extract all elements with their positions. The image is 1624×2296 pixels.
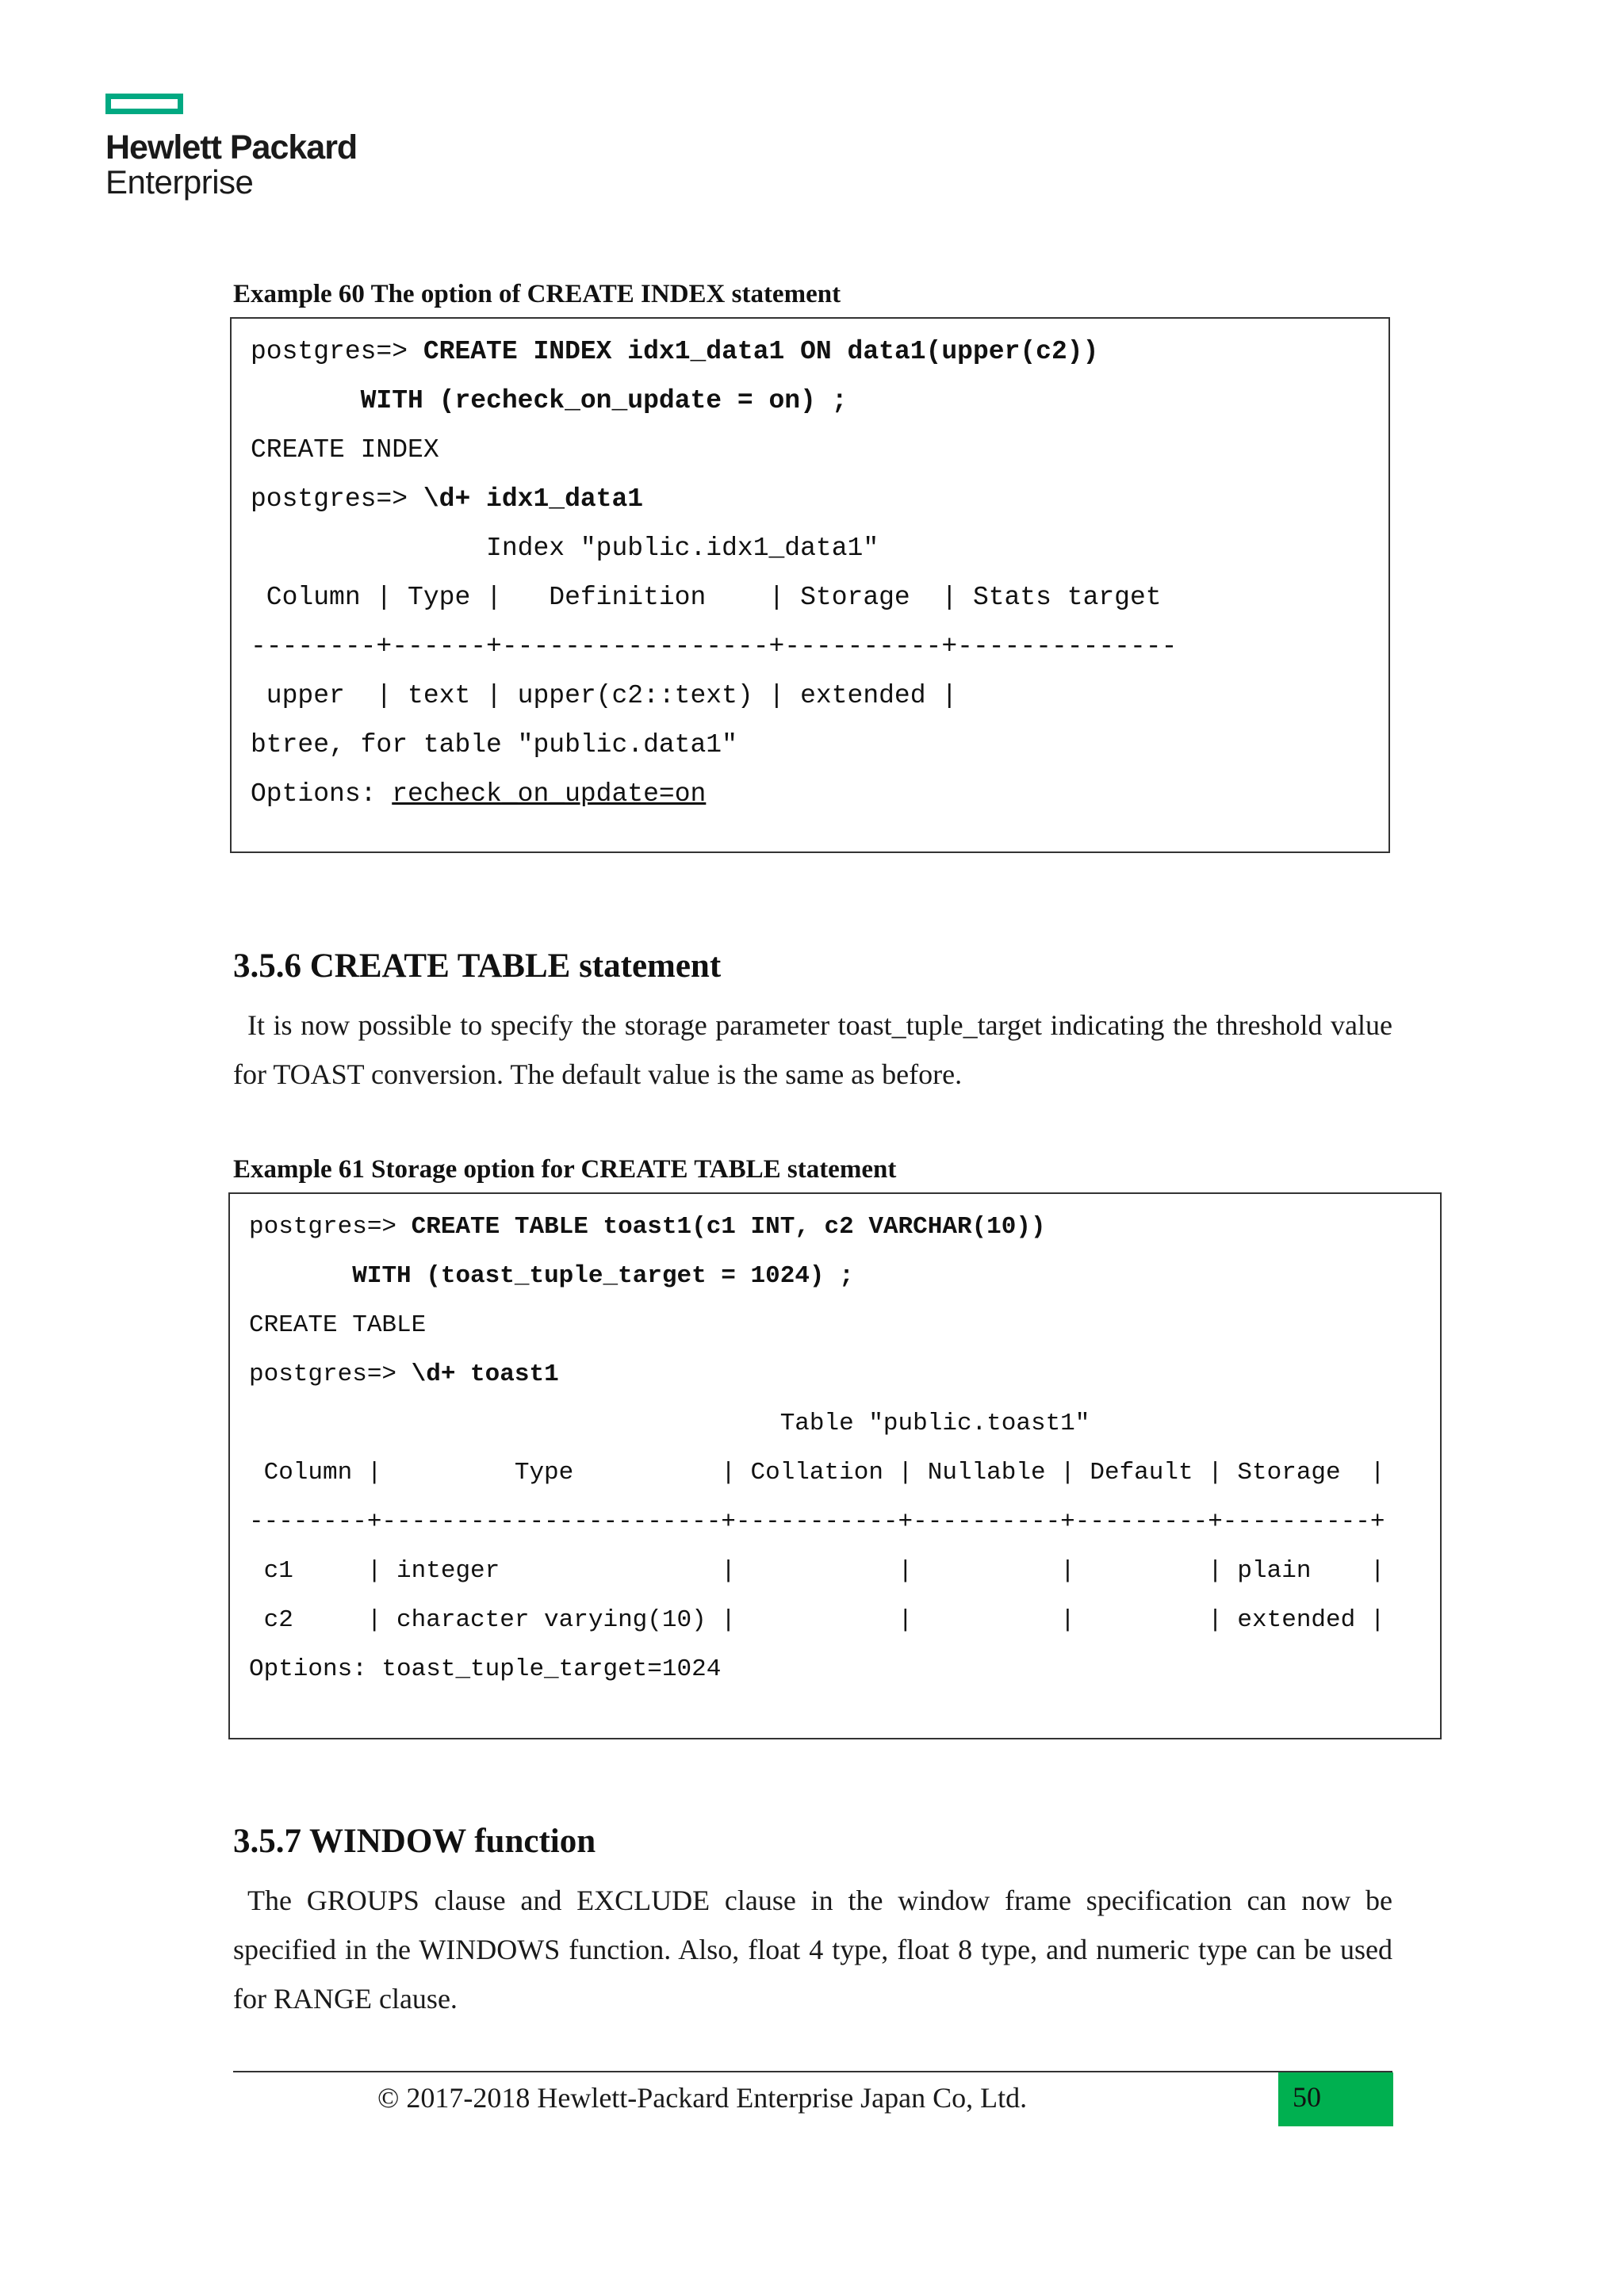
code-text: postgres=> <box>249 1213 412 1241</box>
code-text: c2 | character varying(10) | | | | extended | <box>249 1606 1385 1634</box>
code-line <box>249 1310 426 1341</box>
section-356-heading: 3.5.6 CREATE TABLE statement <box>233 947 722 985</box>
code-text: upper | text | upper(c2::text) | extended | <box>251 681 958 710</box>
code-line <box>249 1211 1046 1243</box>
code-text: Options: <box>251 779 393 809</box>
code-command: CREATE TABLE toast1(c1 INT, c2 VARCHAR(10)) <box>411 1213 1046 1241</box>
code-text: postgres=> <box>249 1360 412 1388</box>
logo-text-line2: Enterprise <box>105 163 254 201</box>
code-text: CREATE INDEX <box>251 435 439 465</box>
code-text: btree, for table "public.data1" <box>251 730 737 760</box>
code-line <box>249 1605 1385 1636</box>
code-line <box>249 1654 721 1686</box>
code-line <box>251 729 737 761</box>
footer-copyright: © 2017-2018 Hewlett-Packard Enterprise Japan Co, Ltd. <box>377 2082 1028 2114</box>
code-line <box>249 1506 1385 1538</box>
example61-caption: Example 61 Storage option for CREATE TABLE statement <box>233 1155 897 1184</box>
code-line <box>249 1261 854 1292</box>
section-357-heading: 3.5.7 WINDOW function <box>233 1823 596 1860</box>
code-line <box>251 385 848 417</box>
code-line <box>251 582 1162 614</box>
example61-code-box <box>228 1192 1442 1739</box>
code-text: Column | Type | Collation | Nullable | Default | Storage | <box>249 1459 1385 1487</box>
code-text: CREATE TABLE <box>249 1311 427 1339</box>
code-line <box>251 533 879 564</box>
footer-rule <box>233 2071 1392 2072</box>
example60-caption: Example 60 The option of CREATE INDEX statement <box>233 280 841 308</box>
page-number: 50 <box>1293 2081 1321 2113</box>
code-line <box>251 631 1177 663</box>
code-line <box>249 1359 559 1391</box>
code-line <box>251 336 1098 368</box>
code-text: --------+-----------------------+-----------+----------+---------+----------+ <box>249 1508 1385 1536</box>
section-356-paragraph: It is now possible to specify the storage parameter toast_tuple_target indicating the threshold value for TOAST conversion. The default value is the same as before. <box>233 1009 1392 1090</box>
section-357-paragraph: The GROUPS clause and EXCLUDE clause in the window frame specification can now be specified in the WINDOWS function. Also, float 4 type, float 8 type, and numeric type can be used for RANGE clause. <box>233 1885 1392 2015</box>
code-command: CREATE INDEX idx1_data1 ON data1(upper(c2)) <box>423 337 1099 366</box>
code-text: c1 | integer | | | | plain | <box>249 1557 1385 1585</box>
logo-text-line1: Hewlett Packard <box>105 128 358 166</box>
code-line <box>249 1457 1385 1489</box>
code-text <box>251 386 361 415</box>
code-text: postgres=> <box>251 337 423 366</box>
code-command: \d+ toast1 <box>411 1360 559 1388</box>
code-line <box>249 1408 1090 1440</box>
code-command: \d+ idx1_data1 <box>423 484 644 514</box>
code-text: postgres=> <box>251 484 423 514</box>
page-number-box <box>1278 2072 1393 2126</box>
code-line <box>251 484 643 515</box>
code-text <box>249 1262 352 1290</box>
code-text: Options: toast_tuple_target=1024 <box>249 1655 722 1683</box>
code-option-value: recheck_on_update=on <box>392 779 707 809</box>
code-line <box>251 680 957 712</box>
code-command: WITH (toast_tuple_target = 1024) ; <box>352 1262 854 1290</box>
example60-code-box <box>230 317 1390 853</box>
code-text: Table "public.toast1" <box>249 1410 1090 1437</box>
code-line <box>251 779 706 810</box>
hpe-logo <box>105 94 359 205</box>
code-line <box>251 434 439 466</box>
logo-bar-icon <box>105 94 183 114</box>
code-text: Column | Type | Definition | Storage | Stats target <box>251 583 1162 612</box>
code-text: Index "public.idx1_data1" <box>251 534 879 563</box>
code-command: WITH (recheck_on_update = on) ; <box>360 386 848 415</box>
code-text: --------+------+-----------------+----------+-------------- <box>251 632 1178 661</box>
code-line <box>249 1556 1385 1587</box>
